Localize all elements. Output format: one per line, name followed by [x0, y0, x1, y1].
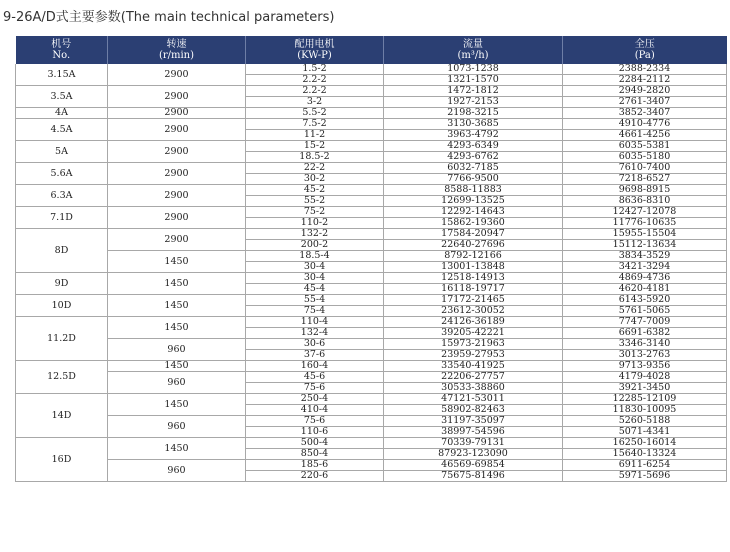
- speed-cell: 2900: [108, 207, 246, 229]
- motor-cell: 7.5-2: [246, 119, 384, 130]
- pressure-cell: 11830-10095: [563, 405, 727, 416]
- motor-cell: 15-2: [246, 141, 384, 152]
- pressure-cell: 4910-4776: [563, 119, 727, 130]
- motor-cell: 250-4: [246, 394, 384, 405]
- pressure-cell: 6691-6382: [563, 328, 727, 339]
- pressure-cell: 7610-7400: [563, 163, 727, 174]
- flow-cell: 6032-7185: [384, 163, 563, 174]
- model-cell: 10D: [16, 295, 108, 317]
- flow-cell: 1321-1570: [384, 75, 563, 86]
- pressure-cell: 16250-16014: [563, 438, 727, 449]
- table-row: [16, 64, 727, 75]
- motor-cell: 2.2-2: [246, 75, 384, 86]
- speed-cell: 960: [108, 339, 246, 361]
- model-cell: 3.5A: [16, 86, 108, 108]
- speed-cell: 960: [108, 416, 246, 438]
- header-motor: [246, 36, 384, 64]
- table-body: [16, 64, 727, 482]
- model-cell: 12.5D: [16, 361, 108, 394]
- motor-cell: 45-2: [246, 185, 384, 196]
- model-cell: 5.6A: [16, 163, 108, 185]
- table-row: [16, 141, 727, 152]
- pressure-cell: 11776-10635: [563, 218, 727, 229]
- model-cell: 9D: [16, 273, 108, 295]
- motor-cell: 185-6: [246, 460, 384, 471]
- pressure-cell: 9698-8915: [563, 185, 727, 196]
- flow-cell: 1472-1812: [384, 86, 563, 97]
- flow-cell: 47121-53011: [384, 394, 563, 405]
- flow-cell: 8588-11883: [384, 185, 563, 196]
- flow-cell: 17584-20947: [384, 229, 563, 240]
- table-row: [16, 163, 727, 174]
- flow-cell: 46569-69854: [384, 460, 563, 471]
- motor-cell: 45-4: [246, 284, 384, 295]
- pressure-cell: 3421-3294: [563, 262, 727, 273]
- model-cell: 14D: [16, 394, 108, 438]
- speed-cell: 960: [108, 460, 246, 482]
- table-row: [16, 416, 727, 427]
- pressure-cell: 15112-13634: [563, 240, 727, 251]
- flow-cell: 1927-2153: [384, 97, 563, 108]
- flow-cell: 22640-27696: [384, 240, 563, 251]
- motor-cell: 75-2: [246, 207, 384, 218]
- pressure-cell: 6035-5381: [563, 141, 727, 152]
- header-model: [16, 36, 108, 64]
- header-speed-cn: 转速: [166, 39, 187, 50]
- flow-cell: 7766-9500: [384, 174, 563, 185]
- motor-cell: 11-2: [246, 130, 384, 141]
- header-motor-cn: 配用电机: [294, 39, 335, 50]
- speed-cell: 2900: [108, 141, 246, 163]
- table-row: [16, 273, 727, 284]
- motor-cell: 75-4: [246, 306, 384, 317]
- flow-cell: 23959-27953: [384, 350, 563, 361]
- motor-cell: 3-2: [246, 97, 384, 108]
- motor-cell: 55-4: [246, 295, 384, 306]
- header-speed-unit: (r/min): [158, 50, 195, 61]
- flow-cell: 17172-21465: [384, 295, 563, 306]
- flow-cell: 58902-82463: [384, 405, 563, 416]
- motor-cell: 75-6: [246, 383, 384, 394]
- motor-cell: 45-6: [246, 372, 384, 383]
- flow-cell: 2198-3215: [384, 108, 563, 119]
- flow-cell: 22206-27757: [384, 372, 563, 383]
- pressure-cell: 3013-2763: [563, 350, 727, 361]
- motor-cell: 30-2: [246, 174, 384, 185]
- table-row: [16, 394, 727, 405]
- header-model-en: No.: [52, 50, 71, 61]
- model-cell: 4A: [16, 108, 108, 119]
- pressure-cell: 8636-8310: [563, 196, 727, 207]
- model-cell: 16D: [16, 438, 108, 482]
- motor-cell: 18.5-2: [246, 152, 384, 163]
- flow-cell: 1073-1238: [384, 64, 563, 75]
- pressure-cell: 7218-6527: [563, 174, 727, 185]
- motor-cell: 110-4: [246, 317, 384, 328]
- pressure-cell: 4869-4736: [563, 273, 727, 284]
- flow-cell: 30533-38860: [384, 383, 563, 394]
- table-row: [16, 317, 727, 328]
- table-row: [16, 119, 727, 130]
- pressure-cell: 4661-4256: [563, 130, 727, 141]
- pressure-cell: 2284-2112: [563, 75, 727, 86]
- pressure-cell: 2761-3407: [563, 97, 727, 108]
- model-cell: 8D: [16, 229, 108, 273]
- flow-cell: 75675-81496: [384, 471, 563, 482]
- pressure-cell: 5761-5065: [563, 306, 727, 317]
- pressure-cell: 2949-2820: [563, 86, 727, 97]
- header-pressure-cn: 全压: [634, 39, 655, 50]
- motor-cell: 110-6: [246, 427, 384, 438]
- motor-cell: 500-4: [246, 438, 384, 449]
- flow-cell: 87923-123090: [384, 449, 563, 460]
- pressure-cell: 2388-2334: [563, 64, 727, 75]
- speed-cell: 2900: [108, 185, 246, 207]
- motor-cell: 30-4: [246, 262, 384, 273]
- header-motor-unit: (KW-P): [297, 50, 332, 61]
- speed-cell: 1450: [108, 361, 246, 372]
- pressure-cell: 3921-3450: [563, 383, 727, 394]
- flow-cell: 13001-13848: [384, 262, 563, 273]
- motor-cell: 5.5-2: [246, 108, 384, 119]
- pressure-cell: 9713-9356: [563, 361, 727, 372]
- flow-cell: 70339-79131: [384, 438, 563, 449]
- speed-cell: 1450: [108, 317, 246, 339]
- speed-cell: 2900: [108, 64, 246, 86]
- flow-cell: 12518-14913: [384, 273, 563, 284]
- pressure-cell: 7747-7009: [563, 317, 727, 328]
- flow-cell: 15973-21963: [384, 339, 563, 350]
- flow-cell: 15862-19360: [384, 218, 563, 229]
- motor-cell: 110-2: [246, 218, 384, 229]
- motor-cell: 18.5-4: [246, 251, 384, 262]
- pressure-cell: 3834-3529: [563, 251, 727, 262]
- pressure-cell: 15955-15504: [563, 229, 727, 240]
- header-flow: [384, 36, 563, 64]
- table-row: [16, 229, 727, 240]
- flow-cell: 24126-36189: [384, 317, 563, 328]
- speed-cell: 1450: [108, 251, 246, 273]
- header-flow-cn: 流量: [463, 39, 483, 50]
- pressure-cell: 4179-4028: [563, 372, 727, 383]
- model-cell: 11.2D: [16, 317, 108, 361]
- pressure-cell: 4620-4181: [563, 284, 727, 295]
- motor-cell: 30-6: [246, 339, 384, 350]
- pressure-cell: 6035-5180: [563, 152, 727, 163]
- motor-cell: 55-2: [246, 196, 384, 207]
- table-row: [16, 460, 727, 471]
- motor-cell: 2.2-2: [246, 86, 384, 97]
- pressure-cell: 3852-3407: [563, 108, 727, 119]
- flow-cell: 33540-41925: [384, 361, 563, 372]
- table-row: [16, 108, 727, 119]
- motor-cell: 1.5-2: [246, 64, 384, 75]
- header-flow-unit: (m³/h): [457, 50, 489, 61]
- flow-cell: 8792-12166: [384, 251, 563, 262]
- table-row: [16, 372, 727, 383]
- speed-cell: 1450: [108, 394, 246, 416]
- speed-cell: 1450: [108, 438, 246, 460]
- flow-cell: 16118-19717: [384, 284, 563, 295]
- model-cell: 5A: [16, 141, 108, 163]
- speed-cell: 2900: [108, 229, 246, 251]
- header-pressure: [563, 36, 727, 64]
- parameters-table: [15, 36, 727, 482]
- header-model-cn: 机号: [51, 39, 72, 50]
- flow-cell: 12699-13525: [384, 196, 563, 207]
- pressure-cell: 5971-5696: [563, 471, 727, 482]
- speed-cell: 2900: [108, 108, 246, 119]
- motor-cell: 132-2: [246, 229, 384, 240]
- speed-cell: 2900: [108, 163, 246, 185]
- motor-cell: 30-4: [246, 273, 384, 284]
- speed-cell: 960: [108, 372, 246, 394]
- motor-cell: 75-6: [246, 416, 384, 427]
- table-row: [16, 185, 727, 196]
- flow-cell: 4293-6762: [384, 152, 563, 163]
- flow-cell: 38997-54596: [384, 427, 563, 438]
- motor-cell: 22-2: [246, 163, 384, 174]
- motor-cell: 200-2: [246, 240, 384, 251]
- table-row: [16, 295, 727, 306]
- motor-cell: 160-4: [246, 361, 384, 372]
- model-cell: 4.5A: [16, 119, 108, 141]
- flow-cell: 23612-30052: [384, 306, 563, 317]
- motor-cell: 410-4: [246, 405, 384, 416]
- pressure-cell: 12285-12109: [563, 394, 727, 405]
- flow-cell: 3130-3685: [384, 119, 563, 130]
- speed-cell: 2900: [108, 86, 246, 108]
- pressure-cell: 5260-5188: [563, 416, 727, 427]
- page-title: 9-26A/D式主要参数(The main technical parameters): [3, 10, 335, 25]
- flow-cell: 3963-4792: [384, 130, 563, 141]
- motor-cell: 132-4: [246, 328, 384, 339]
- flow-cell: 39205-42221: [384, 328, 563, 339]
- flow-cell: 31197-35097: [384, 416, 563, 427]
- pressure-cell: 15640-13324: [563, 449, 727, 460]
- flow-cell: 4293-6349: [384, 141, 563, 152]
- speed-cell: 1450: [108, 295, 246, 317]
- table-header-row: [16, 36, 727, 64]
- table-row: [16, 438, 727, 449]
- pressure-cell: 12427-12078: [563, 207, 727, 218]
- table-row: [16, 86, 727, 97]
- table-row: [16, 251, 727, 262]
- table-row: [16, 339, 727, 350]
- header-speed: [108, 36, 246, 64]
- motor-cell: 220-6: [246, 471, 384, 482]
- motor-cell: 850-4: [246, 449, 384, 460]
- motor-cell: 37-6: [246, 350, 384, 361]
- header-pressure-unit: (Pa): [634, 50, 655, 61]
- flow-cell: 12292-14643: [384, 207, 563, 218]
- model-cell: 7.1D: [16, 207, 108, 229]
- pressure-cell: 5071-4341: [563, 427, 727, 438]
- speed-cell: 2900: [108, 119, 246, 141]
- pressure-cell: 6911-6254: [563, 460, 727, 471]
- model-cell: 3.15A: [16, 64, 108, 86]
- pressure-cell: 6143-5920: [563, 295, 727, 306]
- pressure-cell: 3346-3140: [563, 339, 727, 350]
- table-row: [16, 207, 727, 218]
- model-cell: 6.3A: [16, 185, 108, 207]
- table-row: [16, 361, 727, 372]
- speed-cell: 1450: [108, 273, 246, 295]
